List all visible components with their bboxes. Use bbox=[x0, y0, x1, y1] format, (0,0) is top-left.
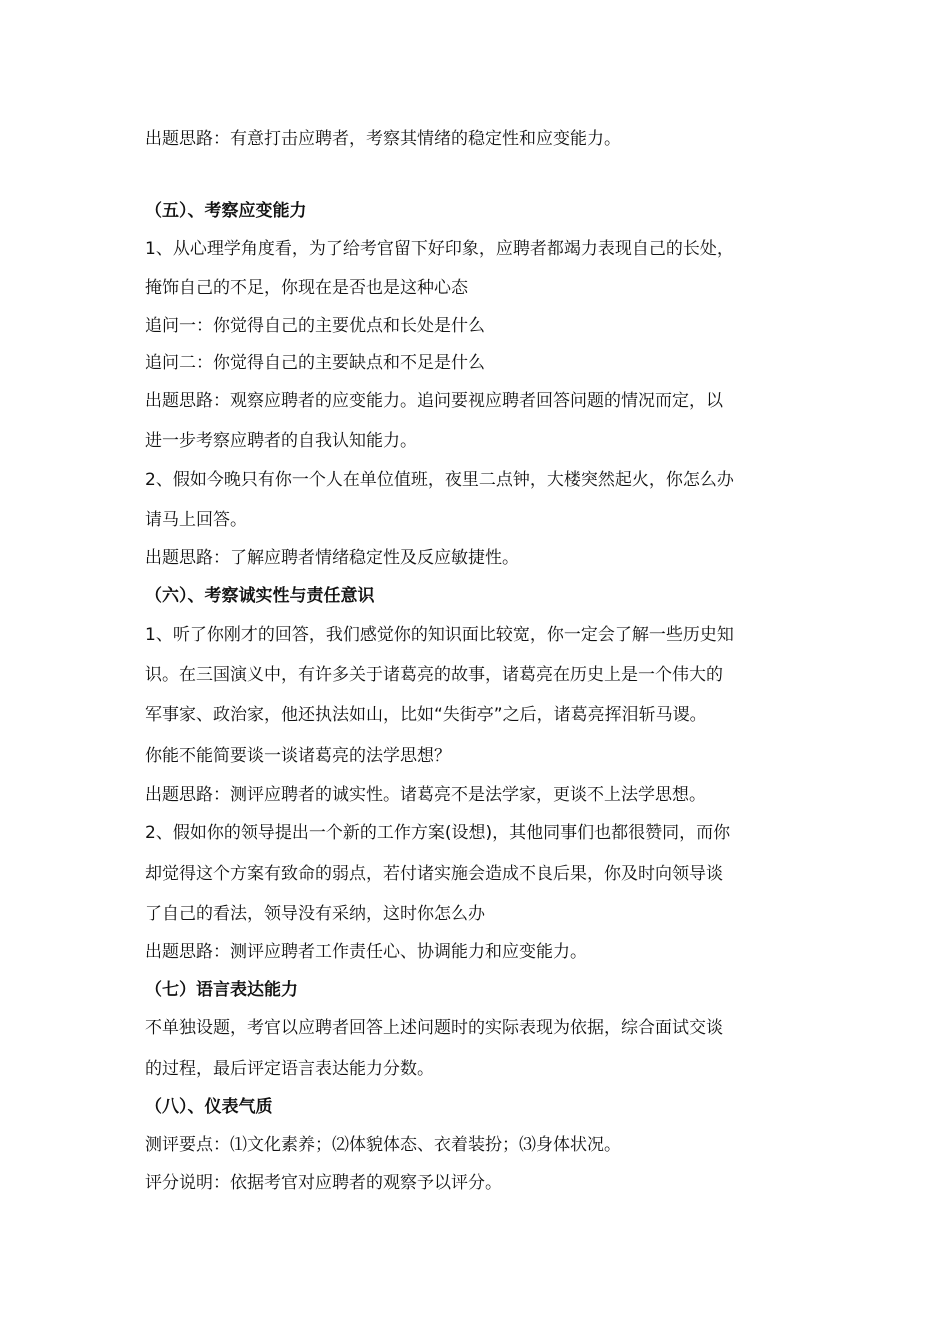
question-rationale: 进一步考察应聘者的自我认知能力。 bbox=[145, 431, 417, 451]
question-text: 请马上回答。 bbox=[145, 510, 247, 530]
section-heading-appearance: （八）、仪表气质 bbox=[145, 1097, 273, 1117]
scoring-note: 评分说明：依据考官对应聘者的观察予以评分。 bbox=[145, 1173, 502, 1193]
section-heading-language-expression: （七）语言表达能力 bbox=[145, 980, 298, 1000]
question-text: 你能不能简要谈一谈诸葛亮的法学思想？ bbox=[145, 746, 451, 766]
follow-up-question: 追问二：你觉得自己的主要缺点和不足是什么 bbox=[145, 353, 485, 373]
section-description: 不单独设题，考官以应聘者回答上述问题时的实际表现为依据，综合面试交谈 bbox=[145, 1018, 723, 1038]
question-rationale: 出题思路：测评应聘者工作责任心、协调能力和应变能力。 bbox=[145, 942, 587, 962]
question-text: 1、听了你刚才的回答，我们感觉你的知识面比较宽，你一定会了解一些历史知 bbox=[145, 625, 734, 645]
question-text: 军事家、政治家，他还执法如山，比如“失街亭”之后，诸葛亮挥泪斩马谡。 bbox=[145, 705, 707, 725]
question-text: 了自己的看法，领导没有采纳，这时你怎么办 bbox=[145, 904, 485, 924]
question-rationale: 出题思路：测评应聘者的诚实性。诸葛亮不是法学家，更谈不上法学思想。 bbox=[145, 785, 706, 805]
question-rationale: 出题思路：了解应聘者情绪稳定性及反应敏捷性。 bbox=[145, 548, 519, 568]
question-text: 掩饰自己的不足，你现在是否也是这种心态 bbox=[145, 278, 468, 298]
evaluation-points: 测评要点：⑴文化素养；⑵体貌体态、衣着装扮；⑶身体状况。 bbox=[145, 1135, 621, 1155]
section-description: 的过程，最后评定语言表达能力分数。 bbox=[145, 1059, 434, 1079]
question-text: 1、从心理学角度看，为了给考官留下好印象，应聘者都竭力表现自己的长处， bbox=[145, 239, 734, 259]
section-heading-integrity: （六）、考察诚实性与责任意识 bbox=[145, 586, 375, 606]
question-rationale: 出题思路：观察应聘者的应变能力。追问要视应聘者回答问题的情况而定，以 bbox=[145, 391, 723, 411]
follow-up-question: 追问一：你觉得自己的主要优点和长处是什么 bbox=[145, 316, 485, 336]
question-text: 2、假如你的领导提出一个新的工作方案(设想)，其他同事们也都很赞同，而你 bbox=[145, 823, 731, 843]
question-text: 却觉得这个方案有致命的弱点，若付诸实施会造成不良后果，你及时向领导谈 bbox=[145, 864, 723, 884]
question-text: 2、假如今晚只有你一个人在单位值班，夜里二点钟，大楼突然起火，你怎么办 bbox=[145, 470, 734, 490]
question-rationale: 出题思路：有意打击应聘者，考察其情绪的稳定性和应变能力。 bbox=[145, 129, 621, 149]
section-heading-adaptability: （五）、考察应变能力 bbox=[145, 201, 307, 221]
question-text: 识。在三国演义中，有许多关于诸葛亮的故事，诸葛亮在历史上是一个伟大的 bbox=[145, 665, 723, 685]
